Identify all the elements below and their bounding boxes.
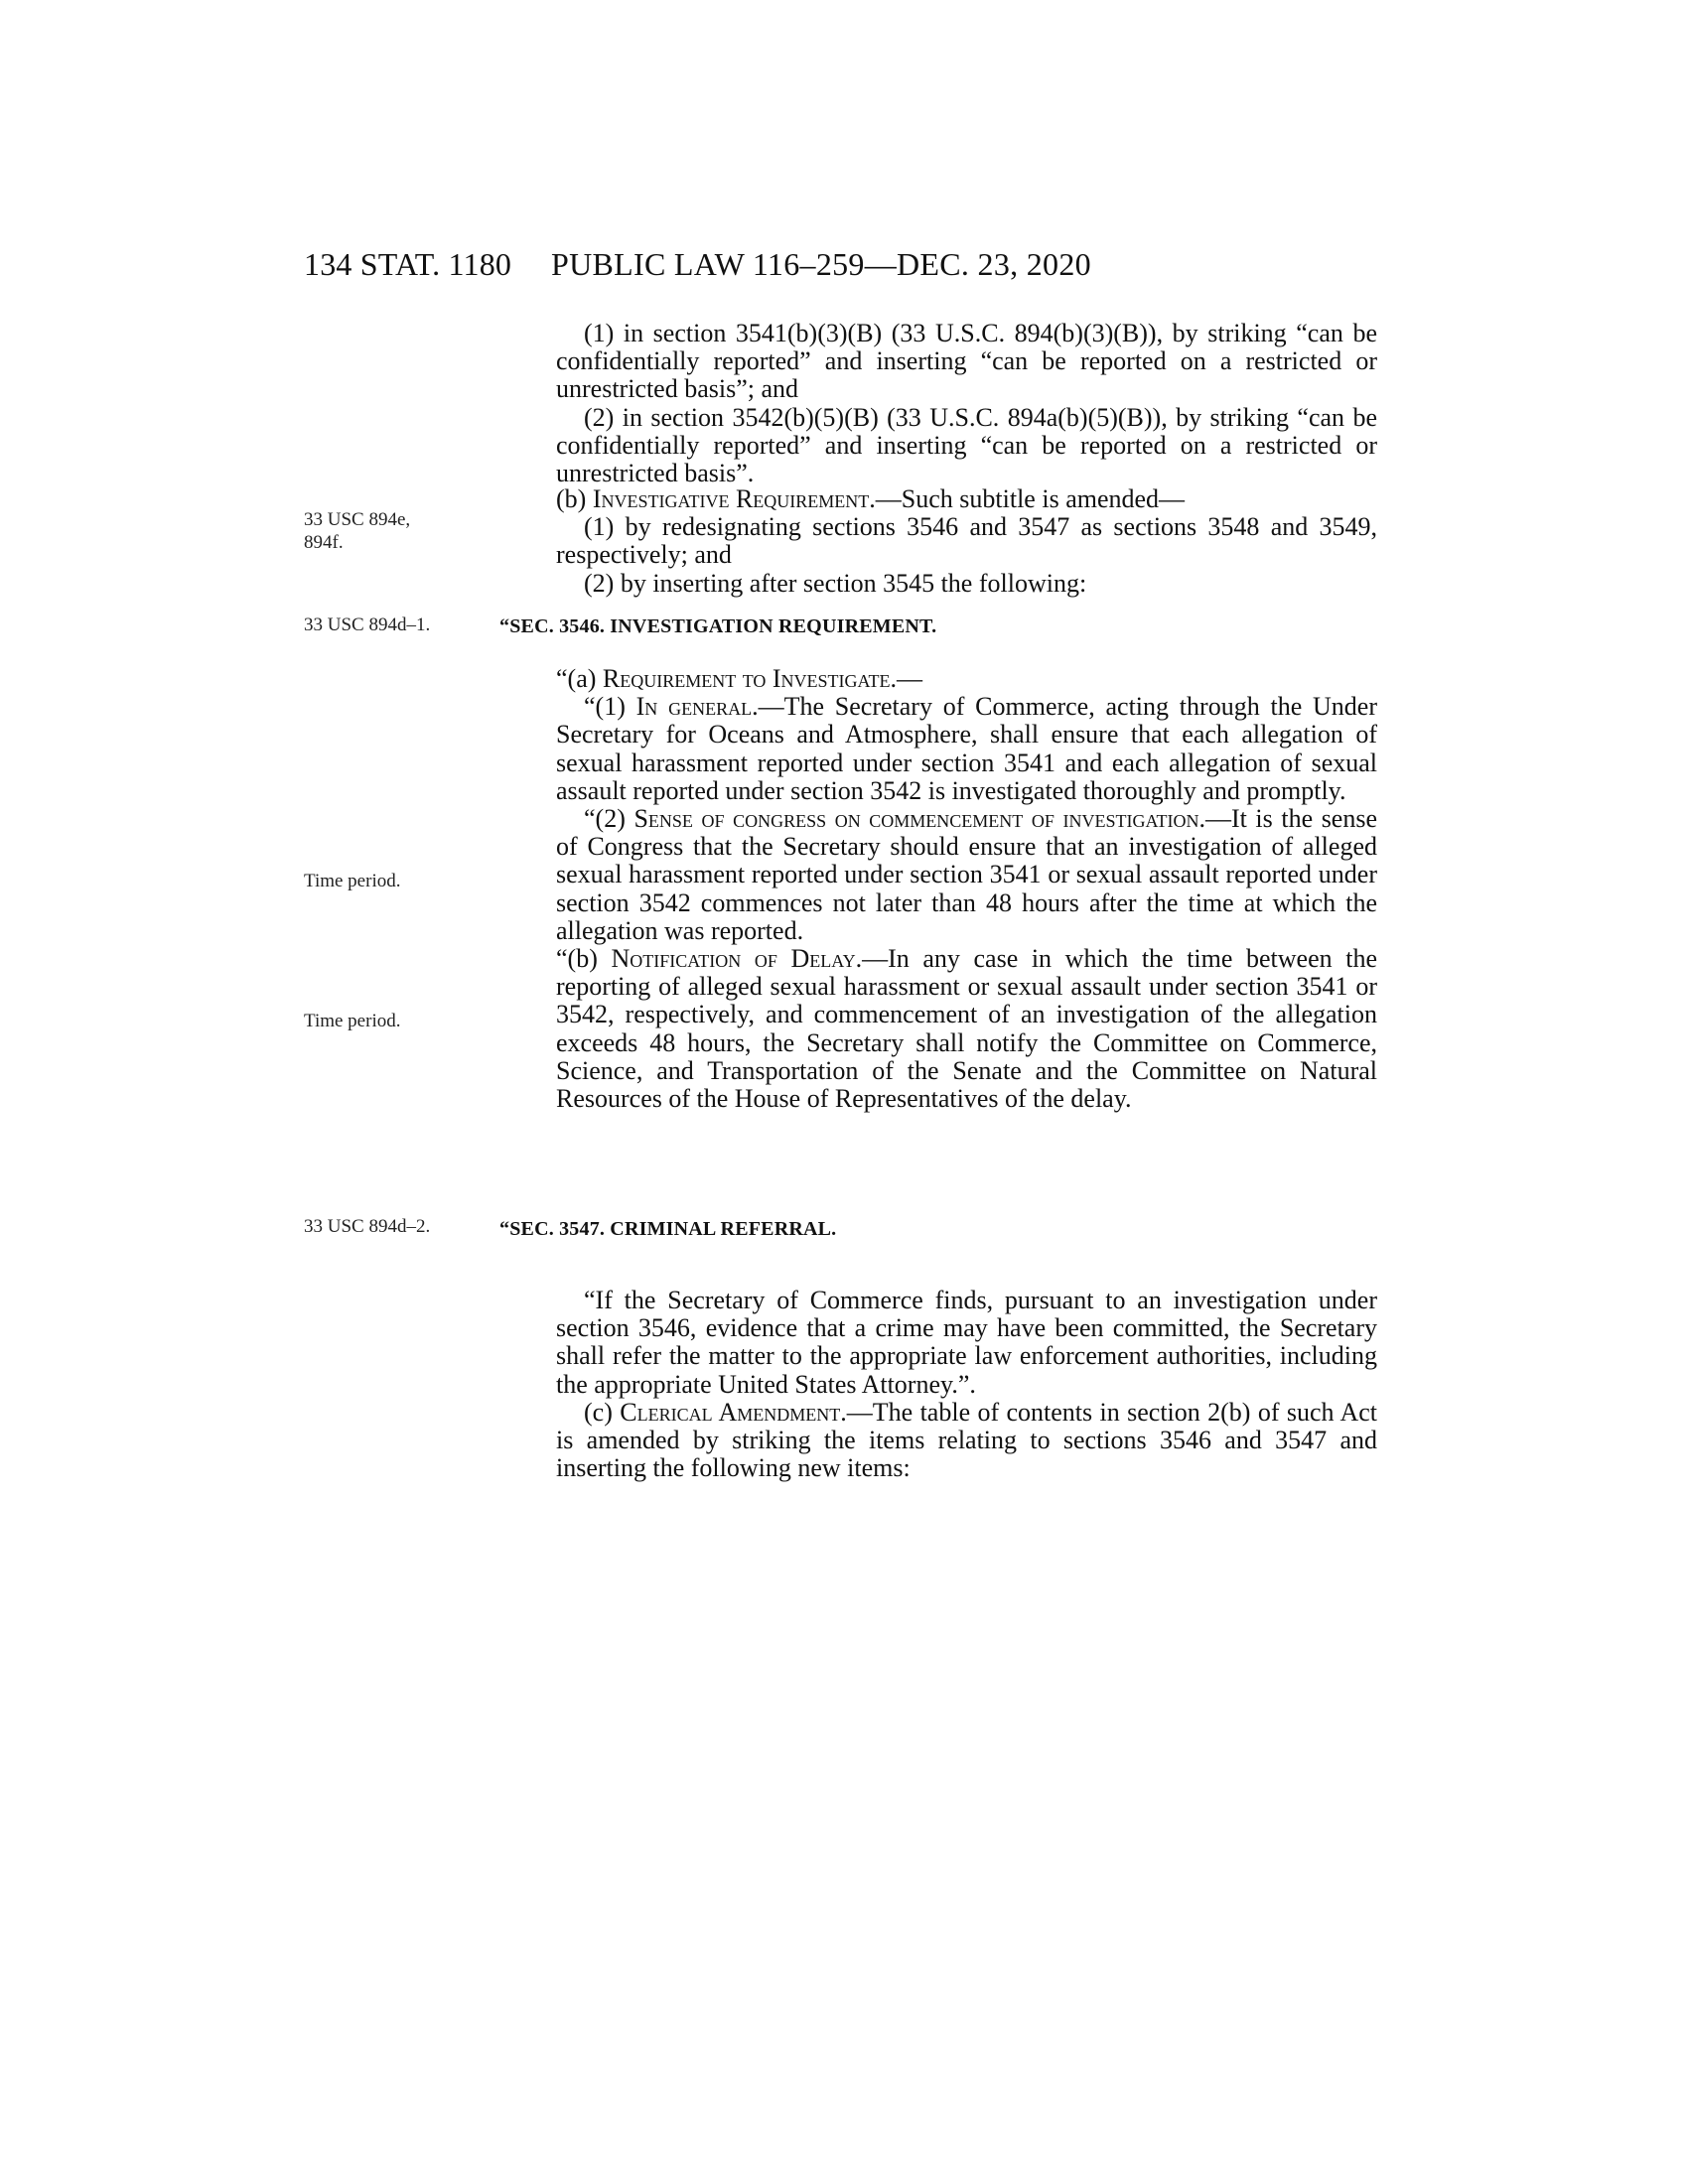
notification-caption: Notification of Delay (611, 944, 856, 974)
section-3546-body (556, 665, 1377, 1113)
requirement-dash: .— (890, 664, 923, 693)
subsection-b-item-1: (1) by redesignating sections 3546 and 3547 as sections 3548 and 3549, respectively; and (556, 512, 1377, 570)
notification-text: .—In any case in which the time between the reporting of alleged sexual harassment or sexual assault under section 3541 or 3542, respectively, and commencement of an investigation of the allegation exceeds 48 hours, the Secretary shall notify the Committee on Commerce, Science, and Transportation of the Senate and the Committee on Natural Resources of the House of Representatives of the delay. (556, 944, 1378, 1114)
page-title: PUBLIC LAW 116–259—DEC. 23, 2020 (551, 246, 1091, 282)
subsection-b-lead (556, 485, 1377, 513)
in-general-caption: In general (635, 692, 753, 722)
requirement-caption: Requirement to Investigate (602, 664, 891, 693)
subsection-b-text: .—Such subtitle is amended— (869, 484, 1186, 513)
requirement-heading (556, 665, 1377, 693)
sidenote-time-period-1: Time period. (304, 871, 401, 891)
notification-of-delay (556, 945, 1377, 1113)
subsection-b (556, 485, 1377, 598)
section-3546-heading: “SEC. 3546. INVESTIGATION REQUIREMENT. (499, 615, 937, 637)
clerical-amendment (556, 1399, 1377, 1483)
clerical-caption: Clerical Amendment (620, 1397, 841, 1427)
statute-citation: 134 STAT. 1180 (304, 246, 512, 282)
in-general-text: .—The Secretary of Commerce, acting through the Under Secretary for Oceans and Atmosphere, shall ensure that each allegation of sexual harassment reported under section 3541 and each allegation of sexual assault reported under section 3542 is investigated thoroughly and promptly. (556, 692, 1377, 805)
subsection-b-label: (b) (556, 484, 593, 513)
in-general-label: “(1) (584, 692, 636, 722)
sense-caption: Sense of congress on commencement of investigation (633, 804, 1199, 834)
paragraph-1: (1) in section 3541(b)(3)(B) (33 U.S.C. 894(b)(3)(B)), by striking “can be confidentially reported” and inserting “can be reported on a restricted or unrestricted basis”; and (556, 319, 1377, 404)
sidenote-time-period-2: Time period. (304, 1011, 401, 1031)
paragraph-2: (2) in section 3542(b)(5)(B) (33 U.S.C. 894a(b)(5)(B)), by striking “can be confidentially reported” and inserting “can be reported on a restricted or unrestricted basis”. (556, 402, 1377, 488)
criminal-referral-text: “If the Secretary of Commerce finds, pursuant to an investigation under section 3546, evidence that a crime may have been committed, the Secretary shall refer the matter to the appropriate law enforcement authorities, including the appropriate United States Attorney.”. (556, 1286, 1377, 1399)
requirement-label: “(a) (556, 664, 603, 693)
sidenote-usc-894e (304, 508, 410, 554)
subsection-b-caption: Investigative Requirement (592, 484, 870, 513)
subsection-b-item-2: (2) by inserting after section 3545 the following: (584, 568, 1087, 598)
clerical-text: .—The table of contents in section 2(b) of such Act is amended by striking the items relating to sections 3546 and 3547 and inserting the following new items: (556, 1397, 1377, 1483)
notification-label: “(b) (556, 944, 612, 974)
section-3547-heading: “SEC. 3547. CRIMINAL REFERRAL. (499, 1218, 837, 1240)
sidenote-usc-894e-line2: 894f. (304, 532, 344, 553)
requirement-in-general (556, 693, 1377, 805)
sidenote-usc-894d-1: 33 USC 894d–1. (304, 614, 431, 635)
sense-text: .—It is the sense of Congress that the Secretary should ensure that an investigation of alleged sexual harassment reported under section 3541 or sexual assault reported under section 3542 commences not later than 48 hours after the time at which the allegation was reported. (556, 804, 1378, 945)
sense-label: “(2) (584, 804, 634, 834)
sense-of-congress (556, 805, 1377, 945)
section-3547-body (556, 1287, 1377, 1482)
running-header (304, 246, 1376, 290)
sidenote-usc-894e-line1: 33 USC 894e, (304, 509, 411, 530)
sidenote-usc-894d-2: 33 USC 894d–2. (304, 1216, 431, 1237)
amendment-paragraphs (556, 320, 1377, 487)
clerical-label: (c) (584, 1397, 621, 1427)
